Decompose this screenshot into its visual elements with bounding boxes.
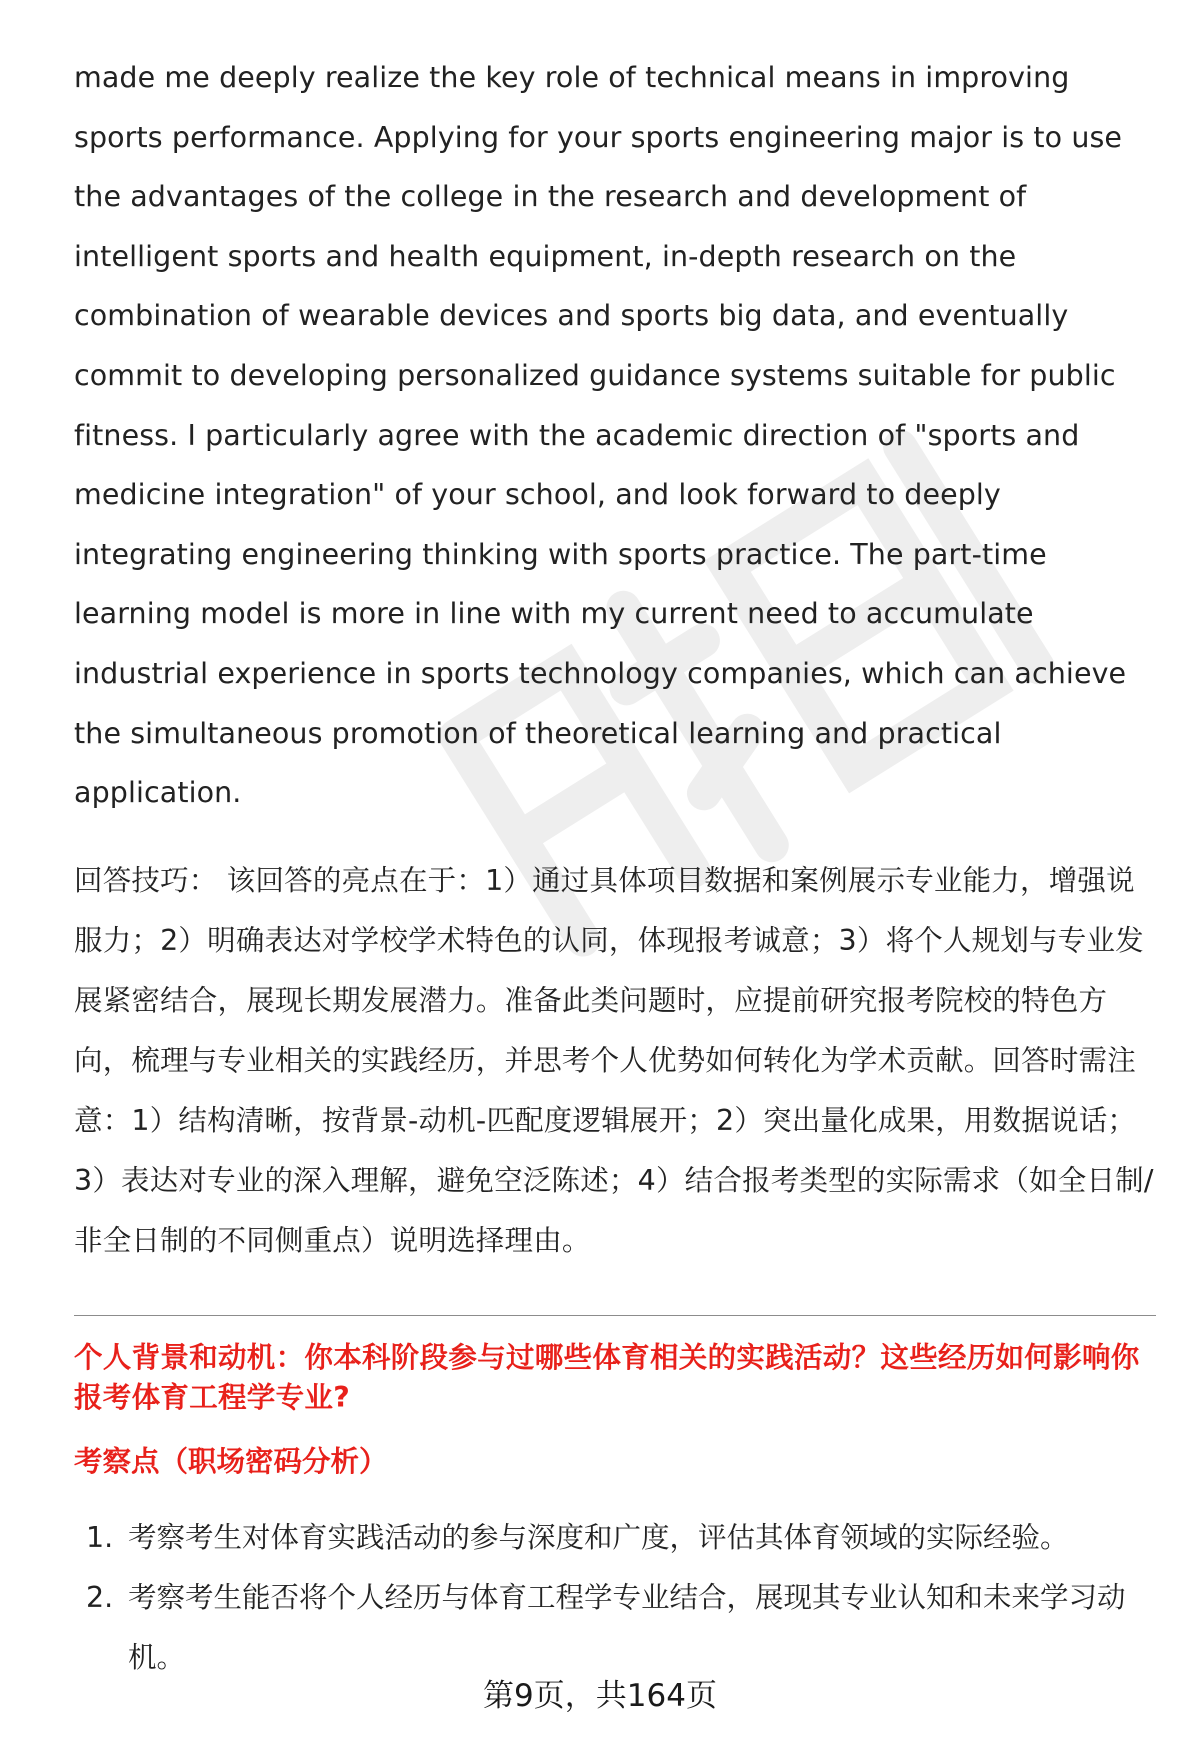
tips-text: 该回答的亮点在于：1）通过具体项目数据和案例展示专业能力，增强说服力；2）明确表达对学校学术特色的认同，体现报考诚意；3）将个人规划与专业发展紧密结合，展现长期发展潜力。准备此类问题时，应提前研究报考院校的特色方向，梳理与专业相关的实践经历，并思考个人优势如何转化为学术贡献。回答时需注意：1）结构清晰，按背景-动机-匹配度逻辑展开；2）突出量化成果，用数据说话；3）表达对专业的深入理解，避免空泛陈述；4）结合报考类型的实际需求（如全日制/非全日制的不同侧重点）说明选择理由。	[74, 863, 1154, 1257]
focus-item-text: 考察考生对体育实践活动的参与深度和广度，评估其体育领域的实际经验。	[128, 1520, 1069, 1554]
section-divider	[74, 1315, 1156, 1316]
focus-item	[74, 1508, 1156, 1568]
focus-item-number: 1.	[86, 1520, 114, 1554]
focus-heading: 考察点（职场密码分析）	[74, 1444, 388, 1478]
focus-item-number: 2.	[86, 1580, 114, 1614]
answer-tips	[74, 851, 1156, 1271]
question-heading: 个人背景和动机：你本科阶段参与过哪些体育相关的实践活动？这些经历如何影响你报考体育工程学专业?	[74, 1340, 1140, 1414]
tips-label: 回答技巧：	[74, 863, 218, 897]
page-footer: 第9页，共164页	[483, 1678, 717, 1714]
answer-paragraph: made me deeply realize the key role of technical means in improving sports performance. Applying for your sports engineering major is to use the advantages of the college in the research and development of intelligent sports and health equipment, in-depth research on the combination of wearable devices and sports big data, and eventually commit to developing personalized guidance systems suitable for public fitness. I particularly agree with the academic direction of "sports and medicine integration" of your school, and look forward to deeply integrating engineering thinking with sports practice. The part-time learning model is more in line with my current need to accumulate industrial experience in sports technology companies, which can achieve the simultaneous promotion of theoretical learning and practical application.	[74, 61, 1127, 810]
focus-list	[74, 1508, 1156, 1688]
focus-item-text: 考察考生能否将个人经历与体育工程学专业结合，展现其专业认知和未来学习动机。	[128, 1580, 1126, 1674]
document-page	[74, 48, 1156, 1688]
focus-item	[74, 1568, 1156, 1688]
